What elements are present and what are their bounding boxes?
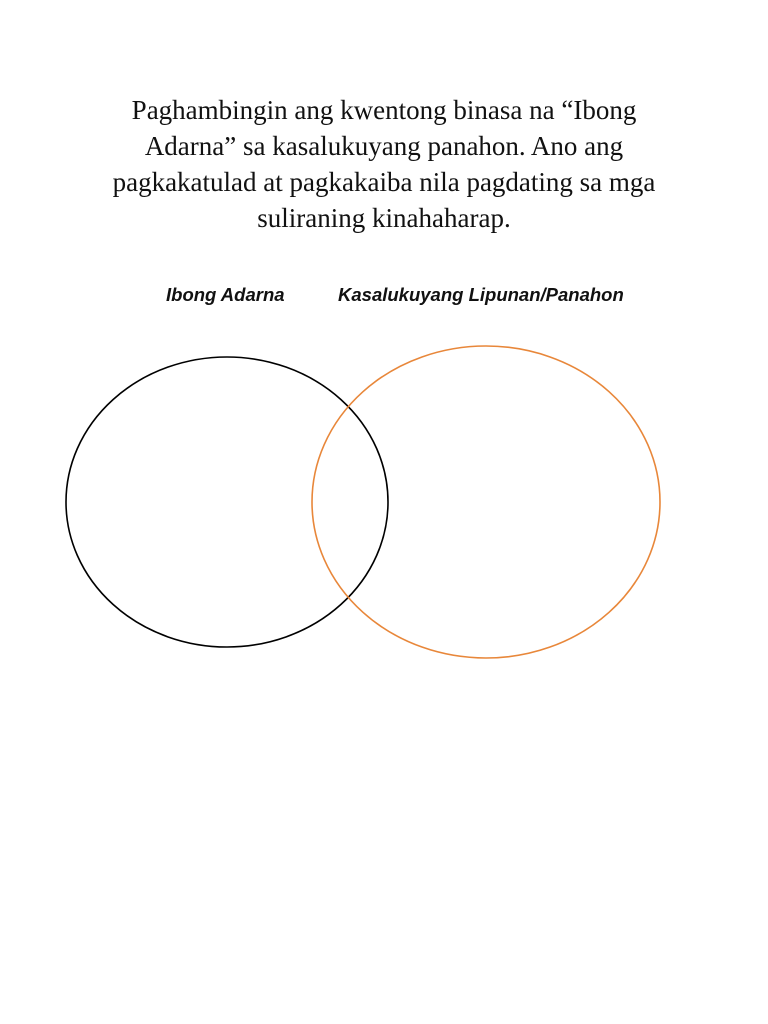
venn-left-label: Ibong Adarna: [166, 284, 285, 305]
venn-right-label: Kasalukuyang Lipunan/Panahon: [338, 284, 624, 305]
instruction-text: Paghambingin ang kwentong binasa na “Ibong Adarna” sa kasalukuyang panahon. Ano ang pagkakatulad at pagkakaiba nila pagdating sa mga suliraning kinahaharap.: [112, 95, 656, 233]
venn-left-circle: [66, 357, 388, 647]
venn-right-circle: [312, 346, 660, 658]
